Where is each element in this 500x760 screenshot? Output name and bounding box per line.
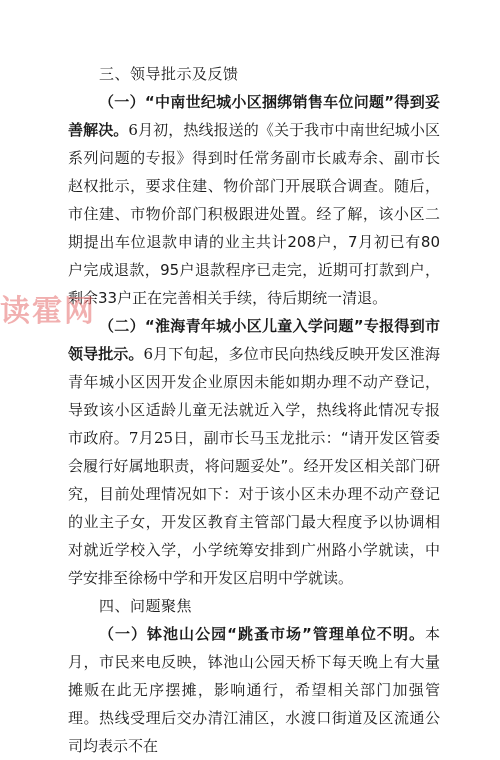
paragraph-bochishan <box>68 620 440 760</box>
document-page <box>68 62 440 760</box>
paragraph-text: 对于该小区未办理不动产登记的业主子女，开发区教育主管部门最大程度予以协调相对就近学校入学，小学统筹安排到广州路小学就读，中学安排至徐杨中学和开发区启明中学就读。 <box>68 485 440 587</box>
paragraph-huaihai <box>68 312 440 592</box>
paragraph-text: 6月初，热线报送的《关于我市中南世纪城小区系列问题的专报》得到时任常务副市长戚寿余、副市长赵权批示，要求住建、物价部门开展联合调查。随后，市住建、市物价部门积极跟进处置。 <box>68 121 440 223</box>
paragraph-text: 经开发区相关部门研究，目前处理情况如下： <box>68 457 440 503</box>
paragraph-text: 本月，市民来电反映，钵池山公园天桥下每天晚上有大量摊贩在此无序摆摊，影响通行，希望相关部门加强管理。热线受理后交办清江浦区，水渡口街道及区流通公司均表示不在 <box>68 625 440 755</box>
section-heading-focus: 四、问题聚焦 <box>99 597 193 615</box>
section-heading-leadership: 三、领导批示及反馈 <box>99 65 239 83</box>
paragraph-zhongnan <box>68 88 440 312</box>
paragraph-title: （二）“淮海青年城小区儿童入学问题”专报得到市领导批示。 <box>68 317 440 363</box>
watermark-text: 读霍网 <box>0 294 96 329</box>
paragraph-title: （一）“中南世纪城小区捆绑销售车位问题”得到妥善解决。 <box>68 93 440 139</box>
paragraph-text: 经了解，该小区二期提出车位退款申请的业主共计208户，7月初已有80户完成退款，95户退款程序已走完，近期可打款到户，剩余33户正在完善相关手续，待后期统一清退。 <box>68 205 440 307</box>
paragraph-text: 副市长马玉龙批示：“请开发区管委会履行好属地职责，将问题妥处”。 <box>68 429 440 475</box>
paragraph-text: 6月下旬起，多位市民向热线反映开发区淮海青年城小区因开发企业原因未能如期办理不动产登记，导致该小区适龄儿童无法就近入学，热线将此情况专报市政府。7月25日， <box>68 345 440 447</box>
paragraph-title: （一）钵池山公园“跳蚤市场”管理单位不明。 <box>99 625 425 643</box>
